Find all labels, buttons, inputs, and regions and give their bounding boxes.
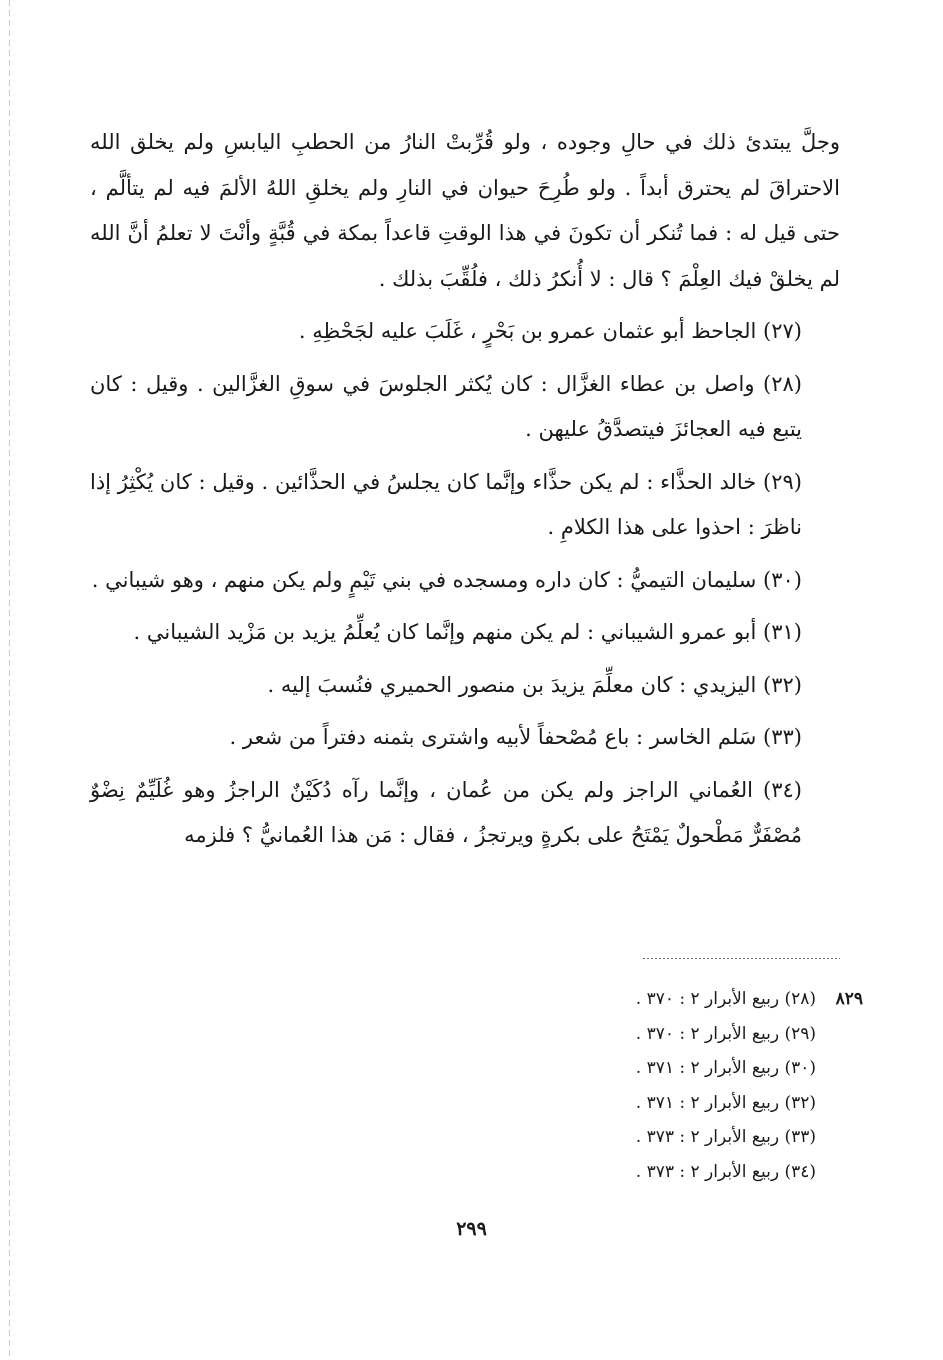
paragraph-30: (٣٠) سليمان التيميُّ : كان داره ومسجده في بني تَيْمٍ ولم يكن منهم ، وهو شيباني . <box>91 567 802 592</box>
footnote-item: (٣٣) ربيع الأبرار ٢ : ٣٧٣ . <box>635 1127 816 1148</box>
footnote-item: (٣٤) ربيع الأبرار ٢ : ٣٧٣ . <box>635 1161 816 1182</box>
paragraph-33: (٣٣) سَلم الخاسر : باع مُصْحفاً لأبيه واشترى بثمنه دفتراً من شعر . <box>229 725 802 749</box>
footnote-item: (٢٨) ربيع الأبرار ٢ : ٣٧٠ . <box>635 989 816 1009</box>
paragraph-31: (٣١) أبو عمرو الشيباني : لم يكن منهم وإنَّما كان يُعلِّمُ يزيد بن مَزْيد الشيباني . <box>133 620 802 644</box>
paragraph-continuation: وجلَّ يبتدئ ذلك في حالِ وجوده ، ولو قُرِّبتْ النارُ من الحطبِ اليابسِ ولم يخلق الله الاحتراقَ لم يحترق أبداً . ولو طُرِحَ حيوان في النارِ ولم يخلقِ اللهُ الألمَ فيه لم يتألَّم ، حتى قيل له : فما تُنكر أن تكونَ في هذا الوقتِ قاعداً بمكة في قُبَّةٍ وأنْتَ لا تعلمُ أنَّ الله لم يخلقْ فيك العِلْمَ ؟ قال : لا أُنكرُ ذلك ، فلُقِّبَ بذلك . <box>90 130 840 291</box>
paragraph-32: (٣٢) اليزيدي : كان معلِّمَ يزيدَ بن منصور الحميري فنُسبَ إليه . <box>267 672 802 697</box>
page-edge-line <box>9 0 10 1360</box>
paragraph-27: (٢٧) الجاحظ أبو عثمان عمرو بن بَحْرٍ ، غَلَبَ عليه لجَحْظِهِ . <box>298 319 802 343</box>
footnote-separator <box>643 958 840 959</box>
paragraph-34: (٣٤) العُماني الراجز ولم يكن من عُمان ، وإنَّما رآه دُكَيْنٌ الراجزُ وهو غُلَيِّمٌ نِضْوٌ مُصْفَرٌّ مَطْحولٌ يَمْتَحُ على بكرةٍ ويرتجزُ ، فقال : مَن هذا العُمانيُّ ؟ فلزمه <box>90 777 802 847</box>
footnote-item: (٢٩) ربيع الأبرار ٢ : ٣٧٠ . <box>635 1023 816 1044</box>
footnote-item: (٣٠) ربيع الأبرار ٢ : ٣٧١ . <box>635 1058 816 1079</box>
footnote-item: (٣٢) ربيع الأبرار ٢ : ٣٧١ . <box>635 1092 816 1113</box>
paragraph-29: (٢٩) خالد الحذَّاء : لم يكن حذَّاء وإنَّما كان يجلسُ في الحذَّائين . وقيل : كان يُكْثِرُ إذا ناظرَ : احذوا على هذا الكلامِ . <box>90 469 802 539</box>
main-text <box>90 120 840 866</box>
footnote-reference-number: ٨٢٩ <box>835 989 863 1009</box>
page-number: ٢٩٩ <box>456 1218 487 1240</box>
paragraph-28: (٢٨) واصل بن عطاء الغزَّال : كان يُكثر الجلوسَ في سوقِ الغزَّالين . وقيل : كان يتبع فيه العجائزَ فيتصدَّقُ عليهن . <box>90 371 802 441</box>
footnotes <box>443 982 863 1190</box>
